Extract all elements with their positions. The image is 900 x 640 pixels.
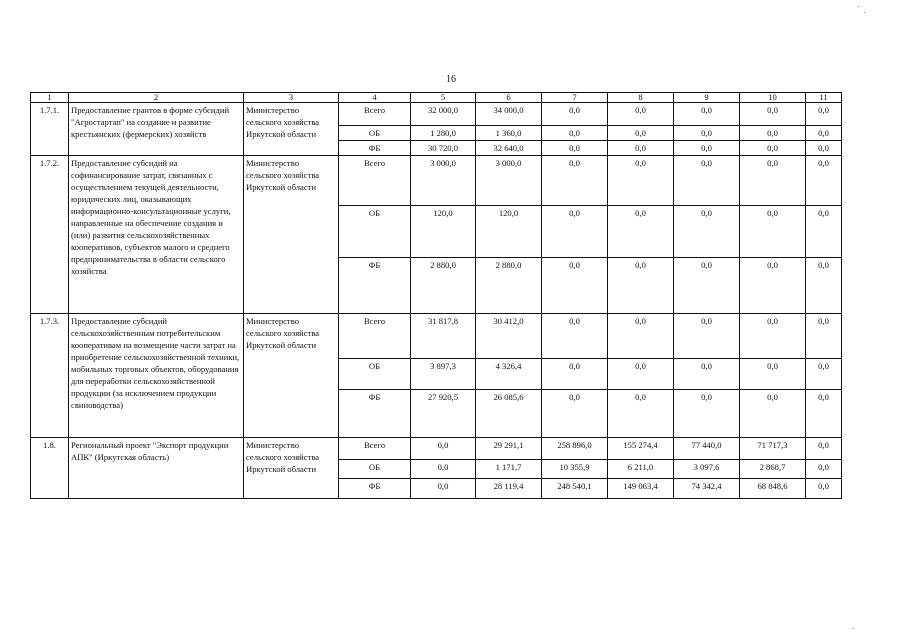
value-cell: 0,0 — [411, 479, 476, 499]
value-cell: 0,0 — [806, 438, 842, 460]
row-code: 1.8. — [31, 438, 69, 499]
value-cell: 0,0 — [740, 206, 806, 258]
value-cell: 71 717,3 — [740, 438, 806, 460]
value-cell: 0,0 — [674, 141, 740, 156]
column-header: 9 — [674, 93, 740, 103]
value-cell: 27 920,5 — [411, 390, 476, 438]
value-cell: 0,0 — [740, 156, 806, 206]
scan-speck — [864, 12, 865, 13]
column-header: 2 — [69, 93, 244, 103]
row-ministry: Министерство сельского хозяйства Иркутской области — [244, 156, 339, 314]
value-cell: 0,0 — [674, 126, 740, 141]
column-header: 4 — [339, 93, 411, 103]
value-cell: 3 000,0 — [411, 156, 476, 206]
column-header: 10 — [740, 93, 806, 103]
value-cell: 0,0 — [740, 359, 806, 390]
value-cell: 155 274,4 — [608, 438, 674, 460]
value-cell: 0,0 — [806, 206, 842, 258]
scan-speck — [853, 628, 854, 629]
header-row — [31, 93, 842, 103]
row-ministry: Министерство сельского хозяйства Иркутской области — [244, 103, 339, 156]
value-cell: 77 440,0 — [674, 438, 740, 460]
value-cell: 6 211,0 — [608, 460, 674, 479]
scan-speck — [858, 6, 859, 7]
value-cell: 0,0 — [806, 460, 842, 479]
value-cell: 0,0 — [542, 258, 608, 314]
value-cell: 0,0 — [674, 103, 740, 126]
row-code: 1.7.1. — [31, 103, 69, 156]
value-cell: 0,0 — [608, 206, 674, 258]
value-cell: 2 868,7 — [740, 460, 806, 479]
row-description: Предоставление субсидий сельскохозяйственным потребительским кооперативам на возмещение части затрат на приобретение сельскохозяйственной техники, мобильных торговых объектов, оборудования для переработки сельскохозяйственной продукции (за исключением продукции свиноводства) — [69, 314, 244, 438]
funding-source: ФБ — [339, 479, 411, 499]
value-cell: 120,0 — [411, 206, 476, 258]
page-number: 16 — [446, 74, 456, 85]
value-cell: 0,0 — [674, 258, 740, 314]
value-cell: 2 880,0 — [411, 258, 476, 314]
value-cell: 28 119,4 — [476, 479, 542, 499]
value-cell: 32 000,0 — [411, 103, 476, 126]
table-row — [31, 103, 842, 126]
table-row — [31, 156, 842, 206]
table-row — [31, 438, 842, 460]
value-cell: 0,0 — [674, 314, 740, 359]
value-cell: 0,0 — [608, 314, 674, 359]
value-cell: 0,0 — [806, 359, 842, 390]
value-cell: 68 848,6 — [740, 479, 806, 499]
value-cell: 0,0 — [740, 258, 806, 314]
value-cell: 0,0 — [806, 156, 842, 206]
funding-source: ФБ — [339, 141, 411, 156]
value-cell: 0,0 — [806, 126, 842, 141]
value-cell: 0,0 — [674, 156, 740, 206]
funding-source: ФБ — [339, 258, 411, 314]
value-cell: 32 640,0 — [476, 141, 542, 156]
value-cell: 0,0 — [542, 156, 608, 206]
row-description: Региональный проект "Экспорт продукции АПК" (Иркутская область) — [69, 438, 244, 499]
value-cell: 0,0 — [806, 314, 842, 359]
funding-source: Всего — [339, 314, 411, 359]
value-cell: 0,0 — [542, 126, 608, 141]
value-cell: 0,0 — [542, 141, 608, 156]
value-cell: 0,0 — [542, 390, 608, 438]
value-cell: 0,0 — [542, 314, 608, 359]
row-description: Предоставление субсидий на софинансирование затрат, связанных с осуществлением текущей деятельности, юридических лиц, оказывающих информационно-консультационные услуги, направленные на обеспечение создания и (или) развития сельскохозяйственных кооперативов, субъектов малого и среднего предпринимательства в области сельского хозяйства — [69, 156, 244, 314]
value-cell: 3 097,6 — [674, 460, 740, 479]
funding-source: ОБ — [339, 460, 411, 479]
value-cell: 120,0 — [476, 206, 542, 258]
value-cell: 0,0 — [674, 390, 740, 438]
value-cell: 30 720,0 — [411, 141, 476, 156]
value-cell: 0,0 — [740, 126, 806, 141]
value-cell: 74 342,4 — [674, 479, 740, 499]
value-cell: 34 000,0 — [476, 103, 542, 126]
column-header: 7 — [542, 93, 608, 103]
funding-source: Всего — [339, 103, 411, 126]
value-cell: 1 280,0 — [411, 126, 476, 141]
funding-source: ФБ — [339, 390, 411, 438]
value-cell: 0,0 — [608, 156, 674, 206]
row-ministry: Министерство сельского хозяйства Иркутской области — [244, 314, 339, 438]
value-cell: 0,0 — [608, 258, 674, 314]
row-code: 1.7.2. — [31, 156, 69, 314]
value-cell: 0,0 — [740, 314, 806, 359]
value-cell: 149 063,4 — [608, 479, 674, 499]
value-cell: 0,0 — [674, 359, 740, 390]
value-cell: 31 817,8 — [411, 314, 476, 359]
value-cell: 3 897,3 — [411, 359, 476, 390]
funding-source: ОБ — [339, 206, 411, 258]
value-cell: 1 360,0 — [476, 126, 542, 141]
financing-table — [30, 92, 842, 499]
value-cell: 0,0 — [608, 141, 674, 156]
value-cell: 0,0 — [542, 359, 608, 390]
value-cell: 0,0 — [411, 460, 476, 479]
value-cell: 0,0 — [806, 390, 842, 438]
value-cell: 0,0 — [806, 258, 842, 314]
value-cell: 248 540,1 — [542, 479, 608, 499]
funding-source: ОБ — [339, 126, 411, 141]
column-header: 1 — [31, 93, 69, 103]
value-cell: 30 412,0 — [476, 314, 542, 359]
value-cell: 0,0 — [740, 103, 806, 126]
value-cell: 1 171,7 — [476, 460, 542, 479]
funding-source: ОБ — [339, 359, 411, 390]
row-ministry: Министерство сельского хозяйства Иркутской области — [244, 438, 339, 499]
column-header: 8 — [608, 93, 674, 103]
value-cell: 0,0 — [608, 390, 674, 438]
value-cell: 26 085,6 — [476, 390, 542, 438]
value-cell: 3 000,0 — [476, 156, 542, 206]
value-cell: 0,0 — [608, 359, 674, 390]
value-cell: 2 880,0 — [476, 258, 542, 314]
row-description: Предоставление грантов в форме субсидий "Агростартап" на создание и развитие крестьянских (фермерских) хозяйств — [69, 103, 244, 156]
table-row — [31, 314, 842, 359]
value-cell: 0,0 — [740, 390, 806, 438]
funding-source: Всего — [339, 156, 411, 206]
value-cell: 0,0 — [542, 103, 608, 126]
funding-source: Всего — [339, 438, 411, 460]
column-header: 3 — [244, 93, 339, 103]
column-header: 6 — [476, 93, 542, 103]
column-header: 5 — [411, 93, 476, 103]
value-cell: 0,0 — [542, 206, 608, 258]
value-cell: 0,0 — [608, 103, 674, 126]
value-cell: 0,0 — [740, 141, 806, 156]
column-header: 11 — [806, 93, 842, 103]
value-cell: 258 896,0 — [542, 438, 608, 460]
value-cell: 0,0 — [674, 206, 740, 258]
value-cell: 4 326,4 — [476, 359, 542, 390]
value-cell: 0,0 — [806, 103, 842, 126]
value-cell: 0,0 — [411, 438, 476, 460]
value-cell: 0,0 — [608, 126, 674, 141]
value-cell: 10 355,9 — [542, 460, 608, 479]
value-cell: 0,0 — [806, 479, 842, 499]
row-code: 1.7.3. — [31, 314, 69, 438]
value-cell: 0,0 — [806, 141, 842, 156]
value-cell: 29 291,1 — [476, 438, 542, 460]
